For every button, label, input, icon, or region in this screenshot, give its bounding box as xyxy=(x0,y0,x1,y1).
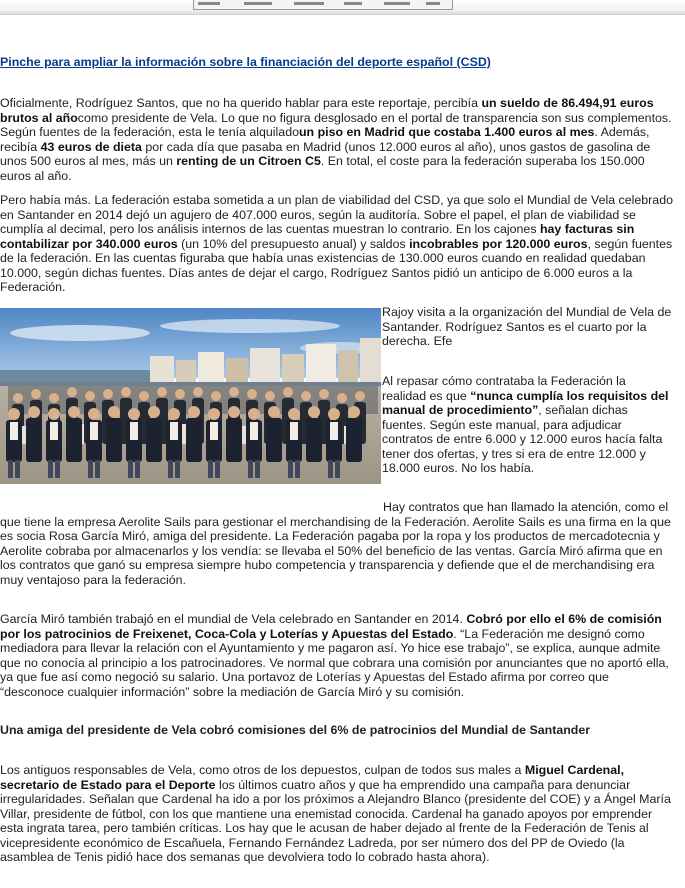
cropped-table-image xyxy=(193,0,453,10)
csd-financing-link[interactable]: Pinche para ampliar la información sobre la financiación del deporte español (CSD) xyxy=(0,55,491,69)
salary-text-5: . En total, el coste para la federación superaba los 150.000 euros al año. xyxy=(0,154,645,183)
merchandising-lead: Hay contratos que han llamado la atención, como el xyxy=(383,500,669,514)
merchandising-text: que tiene la empresa Aerolite Sails para gestionar el merchandising de la Federación. Aerolite Sails es una firma en la que es socia Rosa García Miró, amiga del presidente. La Federación pagaba por la ropa y los productos de mercadotecnia y Aerolite cobraba por almacenarlos y los vendía: se llevaba el 50% del beneficio de las ventas. García Miró afirma que en los contratos que ganó su empresa siempre hubo competencia y transparencia y defiende que el de merchandising era muy ventajoso para la federación. xyxy=(0,514,671,587)
commission-paragraph xyxy=(0,612,673,699)
csd-info-paragraph xyxy=(0,55,673,70)
procedure-text-2: , señalan dichas fuentes. Según este manual, para adjudicar contratos de entre 6.000 y 12.000 euros hacía falta tener dos ofertas, y tres si era de entre 12.000 y 18.000 euros. No los había. xyxy=(382,403,663,475)
commission-text-2: . “La Federación me designó como mediadora para llevar la relación con el Ayuntamiento y me pagaron así. Yo hice ese trabajo”, se explica, aunque admite que no conocía al principio a los patrocinadores. Ve normal que cobrara una comisión por anunciantes que no aportó ella, ya que fue así como negoció su salario. Una portavoz de Loterías y Apuestas del Estado afirma por correo que “desconoce cualquier información” sobre la mediación de García Miró y su comisión. xyxy=(0,626,669,699)
flat-highlight: un piso en Madrid que costaba 1.400 euros al mes xyxy=(298,125,595,139)
cardenal-highlight: Miguel Cardenal, secretario de Estado para el Deporte xyxy=(0,763,625,792)
diet-highlight: 43 euros de dieta xyxy=(40,139,142,154)
invoices-highlight: hay facturas sin contabilizar por 340.000 euros xyxy=(0,222,635,251)
salary-highlight: un sueldo de 86.494,91 euros brutos al año xyxy=(0,96,654,125)
commission-highlight: Cobró por ello el 6% de comisión por los patrocinios de Freixenet, Coca-Cola y Loterías y Apuestas del Estado xyxy=(0,612,662,641)
salary-text-4: por cada día que pasaba en Madrid (unos 12.000 euros al año), unos gastos de gasolina de unos 500 euros al mes, más un xyxy=(0,139,651,168)
procedure-highlight: “nunca cumplía los requisitos del manual de procedimiento” xyxy=(382,388,669,417)
salary-text-3: . Además, recibía xyxy=(0,125,650,154)
uncollectable-highlight: incobrables por 120.000 euros xyxy=(409,236,588,251)
merchandising-paragraph xyxy=(0,500,673,587)
photo-caption: Rajoy visita a la organización del Mundial de Vela de Santander. Rodríguez Santos es el cuarto por la derecha. Efe xyxy=(382,305,672,348)
procedure-text-1: Al repasar cómo contrataba la Federación la realidad es que xyxy=(382,374,626,403)
viability-text-3: , según fuentes de la federación. En las cuentas figuraba que había unas existencias de 130.000 euros cuando en realidad quedaban 10.000, según dichas fuentes. Días antes de dejar el cargo, Rodríguez Santos pidió un anticipo de 6.000 euros a la Federación. xyxy=(0,236,673,294)
viability-text-1: Pero había más. La federación estaba sometida a un plan de viabilidad del CSD, ya que solo el Mundial de Vela celebrado en Santander en 2014 dejó un agujero de 407.000 euros, según la auditoría. Sobre el papel, el plan de viabilidad se cumplía al decimal, pero los análisis internos de las cuentas muestran lo contrario. En los cajones xyxy=(0,193,673,236)
procedure-paragraph xyxy=(382,374,673,476)
viability-paragraph xyxy=(0,193,673,295)
commission-text-1: García Miró también trabajó en el mundial de Vela celebrado en Santander en 2014. xyxy=(0,612,467,626)
viability-text-2: (un 10% del presupuesto anual) y saldos xyxy=(177,236,410,251)
top-scroll-strip xyxy=(0,0,685,15)
salary-text-1: Oficialmente, Rodríguez Santos, que no ha querido hablar para este reportaje, percibía xyxy=(0,96,482,110)
news-photo xyxy=(0,308,381,484)
salary-paragraph xyxy=(0,96,673,183)
cardenal-text-2: los últimos cuatro años y que ha emprendido una campaña para denunciar irregularidades. Señalan que Cardenal ha ido a por los próximos a Alejandro Blanco (presidente del COE) y a Ángel María Villar, presidente de fútbol, con los que mantiene una enemistad conocida. Cardenal ha ganado apoyos por emprender esta ingrata tarea, pero también críticas. Los hay que le acusan de haber dejado al frente de la Federación de Tenis al vicepresidente económico de Escañuela, Fernando Fernández Ladreda, por ser número dos del PP de Oviedo (la asamblea de Tenis pidió hace dos semanas que devolviera todo lo cobrado hasta ahora). xyxy=(0,777,671,864)
renting-highlight: renting de un Citroen C5 xyxy=(176,154,321,168)
section-subheading: Una amiga del presidente de Vela cobró comisiones del 6% de patrocinios del Mundial de Santander xyxy=(0,723,591,737)
group-photo-image xyxy=(0,308,381,484)
salary-text-2: como presidente de Vela. Lo que no figura desglosado en el portal de transparencia son sus complementos. Según fuentes de la federación, esta le tenía alquilado xyxy=(0,110,672,139)
cardenal-text-1: Los antiguos responsables de Vela, como otros de los depuestos, culpan de todos sus males a xyxy=(0,763,525,777)
cardenal-paragraph xyxy=(0,763,673,865)
